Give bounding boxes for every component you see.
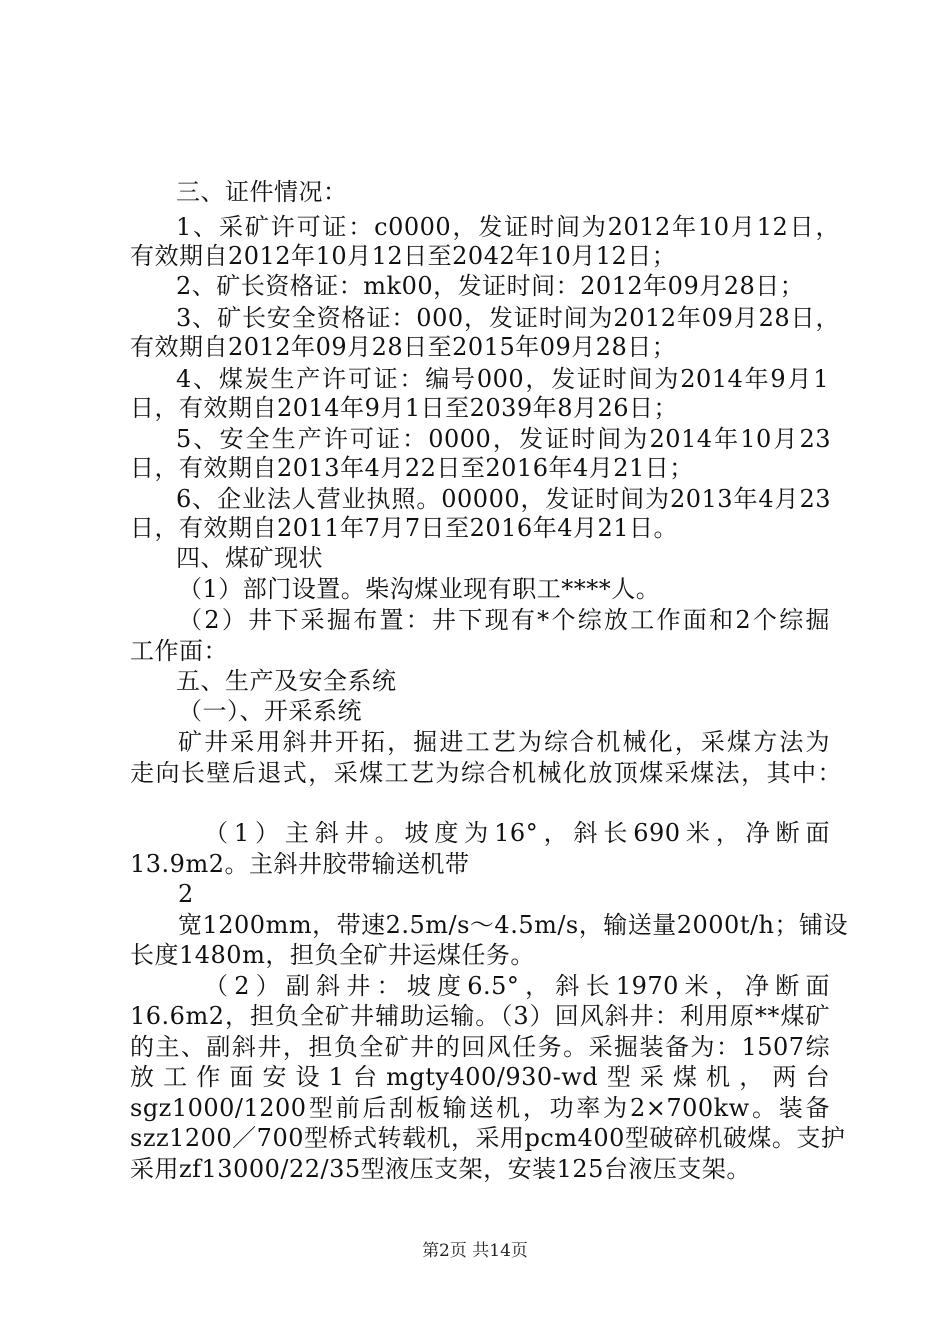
subsection-heading: （一）、开采系统	[178, 697, 362, 725]
paragraph-line: 有效期自2012年09月28日至2015年09月28日；	[130, 333, 677, 361]
paragraph-line: 日，有效期自2014年9月1日至2039年8月26日；	[130, 394, 679, 422]
paragraph-line: 走向长壁后退式，采煤工艺为综合机械化放顶煤采煤法，其中：	[130, 759, 842, 787]
paragraph-line: 矿井采用斜井开拓，掘进工艺为综合机械化，采煤方法为	[178, 728, 830, 756]
superscript-fragment: 2	[178, 880, 194, 908]
paragraph-line: 13.9m2。主斜井胶带输送机带	[130, 850, 470, 878]
paragraph-line: 3、矿长安全资格证：000，发证时间为2012年09月28日，	[176, 304, 840, 332]
section-heading: 五、生产及安全系统	[176, 667, 397, 695]
paragraph-line: 放工作面安设1台mgty400/930-wd型采煤机，两台	[130, 1063, 830, 1091]
paragraph-line: 4、煤炭生产许可证：编号000，发证时间为2014年9月1	[176, 365, 829, 393]
paragraph-line: sgz1000/1200型前后刮板输送机，功率为2×700kw。装备	[130, 1094, 830, 1122]
paragraph-line: 的主、副斜井，担负全矿井的回风任务。采掘装备为：1507综	[130, 1033, 830, 1061]
paragraph-line: （1）主斜井。坡度为16°，斜长690米，净断面	[204, 819, 830, 847]
paragraph-line: 1、采矿许可证：c0000，发证时间为2012年10月12日，	[176, 213, 840, 241]
paragraph-line: （1）部门设置。柴沟煤业现有职工****人。	[178, 575, 661, 603]
paragraph-line: 日，有效期自2011年7月7日至2016年4月21日。	[130, 514, 679, 542]
paragraph-line: （2）井下采掘布置：井下现有*个综放工作面和2个综掘	[178, 606, 830, 634]
paragraph-line: 5、安全生产许可证：0000，发证时间为2014年10月23	[176, 425, 831, 453]
paragraph-line: 有效期自2012年10月12日至2042年10月12日；	[130, 242, 677, 270]
paragraph-line: 宽1200mm，带速2.5m/s～4.5m/s，输送量2000t/h；铺设	[178, 911, 849, 939]
paragraph-line: szz1200／700型桥式转载机，采用pcm400型破碎机破煤。支护	[130, 1124, 846, 1152]
paragraph-line: （2）副斜井：坡度6.5°，斜长1970米，净断面	[204, 972, 830, 1000]
paragraph-line: 采用zf13000/22/35型液压支架，安装125台液压支架。	[130, 1155, 751, 1183]
paragraph-line: 长度1480m，担负全矿井运煤任务。	[130, 941, 535, 969]
paragraph-line: 6、企业法人营业执照。00000，发证时间为2013年4月23	[176, 485, 831, 513]
section-heading: 四、煤矿现状	[176, 544, 323, 572]
paragraph-line: 2、矿长资格证：mk00，发证时间：2012年09月28日；	[176, 272, 805, 300]
paragraph-line: 工作面：	[130, 637, 228, 665]
page-number-footer: 第2页 共14页	[422, 1241, 528, 1261]
section-heading: 三、证件情况：	[176, 178, 348, 206]
paragraph-line: 日，有效期自2013年4月22日至2016年4月21日；	[130, 454, 694, 482]
paragraph-line: 16.6m2，担负全矿井辅助运输。（3）回风斜井：利用原**煤矿	[130, 1002, 830, 1030]
